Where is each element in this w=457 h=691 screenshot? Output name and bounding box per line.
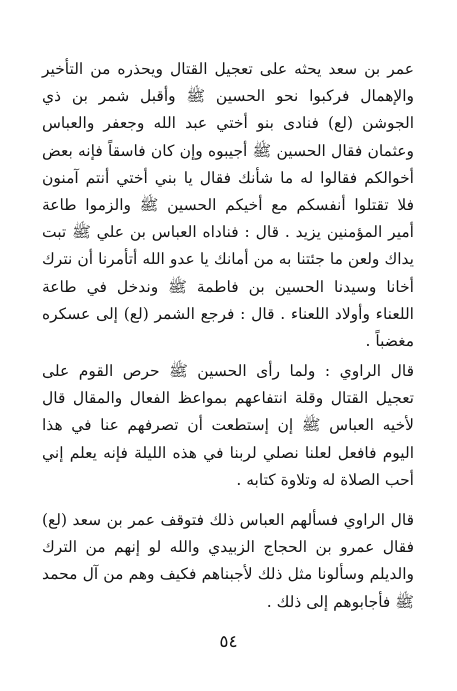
paragraph-1: عمر بن سعد يحثه على تعجيل القتال ويحذره من التأخير والإهمال فركبوا نحو الحسين ﷺ وأقبل شمر بن ذي الجوشن (لع) فنادى بنو أختي عبد الله وجعفر والعباس وعثمان فقال الحسين ﷺ أجيبوه وإن كان فاسقاً فإنه بعض أخوالكم فقالوا له ما شأنك فقال يا بني أختي أنتم آمنون فلا تقتلوا أنفسكم مع أخيكم الحسين ﷺ والزموا طاعة أمير المؤمنين يزيد . قال : فناداه العباس بن علي ﷺ تبت يداك ولعن ما جئتنا به من أمانك يا عدو الله أتأمرنا أن نترك أخانا وسيدنا الحسين بن فاطمة ﷺ وندخل في طاعة اللعناء وأولاد اللعناء . قال : فرجع الشمر (لع) إلى عسكره مغضباً . <box>42 60 414 351</box>
paragraph-2: قال الراوي : ولما رأى الحسين ﷺ حرص القوم على تعجيل القتال وقلة انتفاعهم بمواعظ الفعال والمقال قال لأخيه العباس ﷺ إن إستطعت أن تصرفهم عنا في هذا اليوم فافعل لعلنا نصلي لربنا في هذه الليلة فإنه يعلم إني أحب الصلاة له وتلاوة كتابه . <box>42 362 414 489</box>
page-number: ٥٤ <box>219 632 238 652</box>
paragraph-3: قال الراوي فسألهم العباس ذلك فتوقف عمر بن سعد (لع) فقال عمرو بن الحجاج الزبيدي والله لو إنهم من الترك والديلم وسألونا مثل ذلك لأجبناهم فكيف وهم من آل محمد ﷺ فأجابوهم إلى ذلك . <box>42 511 414 611</box>
